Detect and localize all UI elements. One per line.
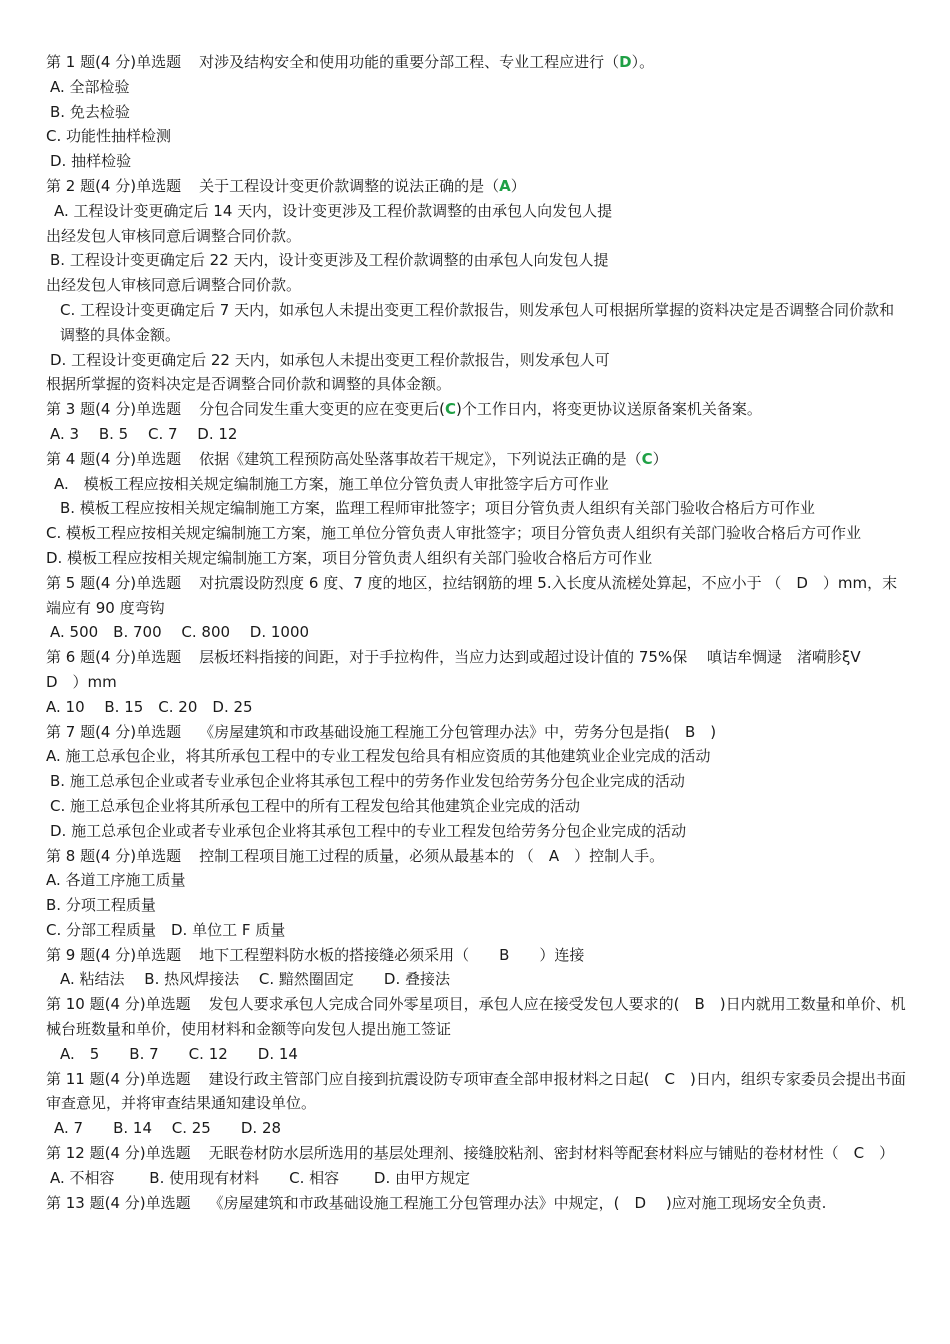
question-10 [46, 992, 906, 1042]
option-line: A. 5 B. 7 C. 12 D. 14 [60, 1044, 298, 1063]
option-line: B. 模板工程应按相关规定编制施工方案，监理工程师审批签字；项目分管负责人组织有关部门验收合格后方可作业 [60, 499, 815, 518]
question-number: 第 9 题(4 分)单选题 [46, 945, 182, 964]
question-number: 第 8 题(4 分)单选题 [46, 846, 182, 865]
option-line: C. 工程设计变更确定后 7 天内，如承包人未提出变更工程价款报告，则发承包人可根据所掌握的资料决定是否调整合同价款和调整的具体金额。 [60, 300, 895, 344]
question-2-header [46, 174, 906, 199]
exam-document [46, 50, 906, 1215]
answer-highlight: C [641, 449, 653, 468]
option-line: A. 10 B. 15 C. 20 D. 25 [46, 697, 253, 716]
question-5 [46, 571, 906, 621]
question-stem: 对涉及结构安全和使用功能的重要分部工程、专业工程应进行（ [199, 53, 620, 71]
option-line: A. 全部检验 [50, 77, 130, 96]
question-stem: 《房屋建筑和市政基础设施工程施工分包管理办法》中，劳务分包是指( B ) [199, 722, 717, 741]
question-4-header [46, 447, 906, 472]
option-line: A. 不相容 B. 使用现有材料 C. 相容 D. 由甲方规定 [50, 1168, 470, 1187]
option-line: D. 模板工程应按相关规定编制施工方案，项目分管负责人组织有关部门验收合格后方可作业 [46, 548, 653, 567]
option-line: A. 500 B. 700 C. 800 D. 1000 [50, 623, 310, 642]
answer-highlight: C [444, 400, 456, 419]
option-line: A. 粘结法 B. 热风焊接法 C. 黯然圈固定 D. 叠接法 [60, 970, 450, 989]
question-number: 第 1 题(4 分)单选题 [46, 53, 182, 71]
question-number: 第 12 题(4 分)单选题 [46, 1144, 191, 1163]
option-line: A. 施工总承包企业，将其所承包工程中的专业工程发包给具有相应资质的其他建筑业企业完成的活动 [46, 747, 711, 766]
question-12 [46, 1141, 906, 1166]
option-line: A. 3 B. 5 C. 7 D. 12 [50, 424, 238, 443]
question-stem: 依据《建筑工程预防高处坠落事故若干规定》，下列说法正确的是（ [199, 449, 642, 468]
question-stem: 无眠卷材防水层所选用的基层处理剂、接缝胶粘剂、密封材料等配套材料应与铺贴的卷材材性（ C ） [208, 1144, 895, 1163]
question-1-header [46, 50, 906, 75]
option-line: B. 工程设计变更确定后 22 天内，设计变更涉及工程价款调整的由承包人向发包人提 [50, 251, 609, 270]
question-number: 第 13 题(4 分)单选题 [46, 1193, 191, 1212]
question-number: 第 7 题(4 分)单选题 [46, 722, 182, 741]
question-number: 第 5 题(4 分)单选题 [46, 573, 182, 592]
question-9 [46, 943, 906, 968]
question-8 [46, 844, 906, 869]
question-13 [46, 1191, 906, 1216]
option-line: A. 模板工程应按相关规定编制施工方案，施工单位分管负责人审批签字后方可作业 [54, 474, 609, 493]
question-stem-end: )个工作日内，将变更协议送原备案机关备案。 [455, 400, 762, 419]
option-line: 出经发包人审核同意后调整合同价款。 [46, 276, 302, 295]
question-stem-end: ）。 [631, 53, 655, 71]
option-line: A. 各道工序施工质量 [46, 871, 186, 890]
option-line: 出经发包人审核同意后调整合同价款。 [46, 226, 302, 245]
question-stem: 关于工程设计变更价款调整的说法正确的是（ [199, 176, 500, 195]
question-number: 第 11 题(4 分)单选题 [46, 1069, 191, 1088]
question-7 [46, 720, 906, 745]
question-stem: 《房屋建筑和市政基础设施工程施工分包管理办法》中规定，( D )应对施工现场安全负责. [208, 1193, 827, 1212]
answer-highlight: D [619, 53, 632, 71]
answer-highlight: A [499, 176, 511, 195]
option-line: C. 施工总承包企业将其所承包工程中的所有工程发包给其他建筑企业完成的活动 [50, 796, 581, 815]
question-stem: 对抗震设防烈度 6 度、7 度的地区，拉结钢筋的埋 5.入长度从流槎处算起，不应小于 （ D ）mm，末端应有 90 度弯钩 [46, 573, 898, 617]
question-number: 第 6 题(4 分)单选题 [46, 648, 182, 667]
question-stem: 分包合同发生重大变更的应在变更后( [199, 400, 445, 419]
option-line: D. 抽样检验 [50, 152, 132, 171]
option-line: A. 工程设计变更确定后 14 天内，设计变更涉及工程价款调整的由承包人向发包人提 [54, 201, 613, 220]
question-stem-end: ） [510, 176, 526, 195]
question-number: 第 4 题(4 分)单选题 [46, 449, 182, 468]
option-line: D. 施工总承包企业或者专业承包企业将其承包工程中的专业工程发包给劳务分包企业完成的活动 [50, 821, 687, 840]
question-stem: 地下工程塑料防水板的搭接缝必须采用（ B ）连接 [199, 945, 585, 964]
question-stem-end: ） [652, 449, 668, 468]
option-line: C. 功能性抽样检测 [46, 127, 172, 146]
question-stem: 控制工程项目施工过程的质量，必须从最基本的 （ A ）控制人手。 [199, 846, 665, 865]
option-line: 根据所掌握的资料决定是否调整合同价款和调整的具体金额。 [46, 375, 452, 394]
option-line: C. 分部工程质量 D. 单位工 F 质量 [46, 920, 286, 939]
question-number: 第 10 题(4 分)单选题 [46, 995, 191, 1014]
option-line: B. 免去检验 [50, 102, 130, 121]
question-number: 第 2 题(4 分)单选题 [46, 176, 182, 195]
question-11 [46, 1067, 906, 1117]
option-line: B. 施工总承包企业或者专业承包企业将其承包工程中的劳务作业发包给劳务分包企业完成的活动 [50, 772, 685, 791]
option-line: A. 7 B. 14 C. 25 D. 28 [54, 1119, 282, 1138]
option-line: D. 工程设计变更确定后 22 天内，如承包人未提出变更工程价款报告，则发承包人可 [50, 350, 610, 369]
question-stem: 发包人要求承包人完成合同外零星项目，承包人应在接受发包人要求的( B )日内就用工数量和单价、机械台班数量和单价，使用材料和金额等向发包人提出施工签证 [46, 995, 906, 1039]
question-6 [46, 645, 906, 695]
question-3-header [46, 397, 906, 422]
option-line: B. 分项工程质量 [46, 896, 156, 915]
question-number: 第 3 题(4 分)单选题 [46, 400, 182, 419]
option-line: C. 模板工程应按相关规定编制施工方案，施工单位分管负责人审批签字；项目分管负责人组织有关部门验收合格后方可作业 [46, 524, 862, 543]
question-stem: 层板坯料指接的间距，对于手拉构件，当应力达到或超过设计值的 75%保 嗔诘牟惆逯 渚嗬胗ξV D ）mm [46, 648, 876, 691]
question-stem: 建设行政主管部门应自接到抗震设防专项审查全部申报材料之日起( C )日内，组织专家委员会提出书面审查意见，并将审查结果通知建设单位。 [46, 1069, 906, 1113]
